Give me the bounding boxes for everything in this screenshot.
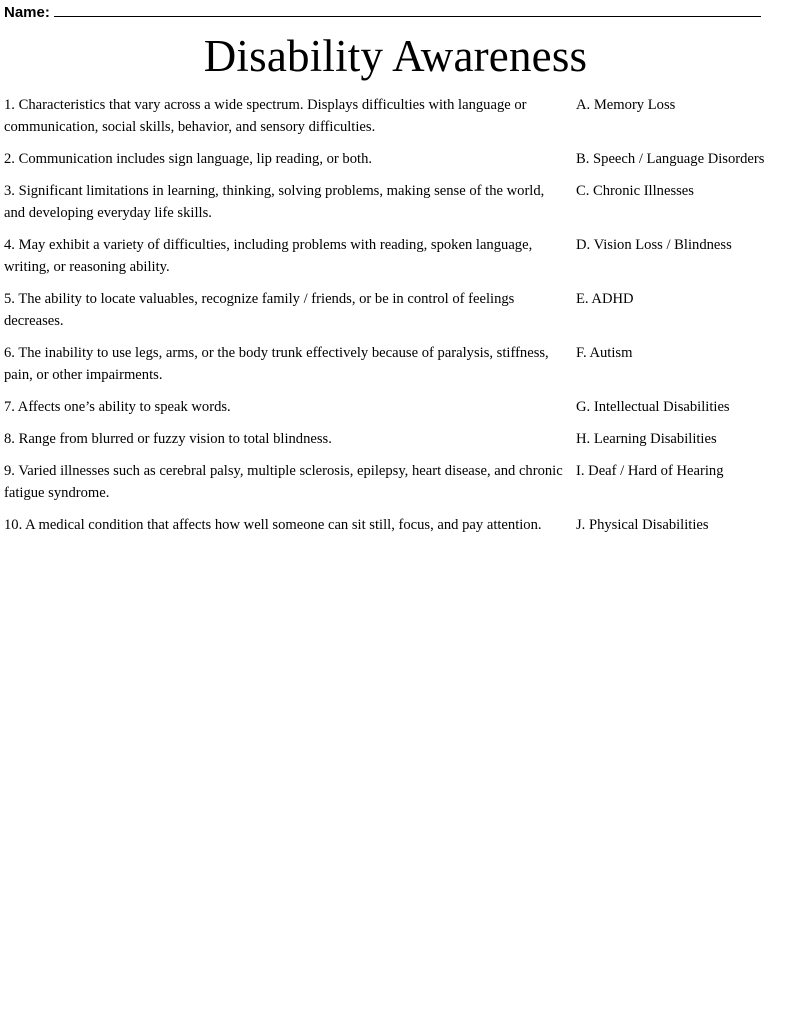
answer-option: E. ADHD	[576, 291, 634, 307]
question-text: 10. A medical condition that affects how well someone can sit still, focus, and pay attention.	[4, 517, 542, 533]
answer-option: A. Memory Loss	[576, 97, 676, 113]
answer-option: J. Physical Disabilities	[576, 517, 709, 533]
matching-row	[4, 94, 789, 138]
answer-option: C. Chronic Illnesses	[576, 183, 694, 199]
matching-row	[4, 396, 789, 418]
name-label: Name:	[4, 4, 50, 21]
answer-option: D. Vision Loss / Blindness	[576, 237, 732, 253]
question-text: 5. The ability to locate valuables, recognize family / friends, or be in control of feelings decreases.	[4, 291, 515, 329]
matching-row	[4, 288, 789, 332]
matching-row	[4, 460, 789, 504]
question-text: 2. Communication includes sign language, lip reading, or both.	[4, 151, 373, 167]
answer-option: H. Learning Disabilities	[576, 431, 717, 447]
matching-row	[4, 234, 789, 278]
matching-row	[4, 514, 789, 536]
question-text: 1. Characteristics that vary across a wide spectrum. Displays difficulties with language or communication, social skills, behavior, and sensory difficulties.	[4, 97, 527, 135]
question-text: 9. Varied illnesses such as cerebral palsy, multiple sclerosis, epilepsy, heart disease, and chronic fatigue syndrome.	[4, 463, 563, 501]
name-blank-line[interactable]	[54, 2, 761, 17]
question-text: 4. May exhibit a variety of difficulties, including problems with reading, spoken language, writing, or reasoning ability.	[4, 237, 533, 275]
question-text: 6. The inability to use legs, arms, or the body trunk effectively because of paralysis, stiffness, pain, or other impairments.	[4, 345, 549, 383]
answer-option: G. Intellectual Disabilities	[576, 399, 730, 415]
matching-row	[4, 428, 789, 450]
matching-section	[2, 94, 789, 536]
matching-row	[4, 342, 789, 386]
matching-row	[4, 148, 789, 170]
answer-option: B. Speech / Language Disorders	[576, 151, 765, 167]
answer-option: F. Autism	[576, 345, 633, 361]
answer-option: I. Deaf / Hard of Hearing	[576, 463, 724, 479]
name-row	[2, 0, 789, 24]
question-text: 7. Affects one’s ability to speak words.	[4, 399, 231, 415]
page-title: Disability Awareness	[203, 31, 588, 81]
question-text: 3. Significant limitations in learning, thinking, solving problems, making sense of the world, and developing everyday life skills.	[4, 183, 545, 221]
question-text: 8. Range from blurred or fuzzy vision to total blindness.	[4, 431, 332, 447]
matching-row	[4, 180, 789, 224]
